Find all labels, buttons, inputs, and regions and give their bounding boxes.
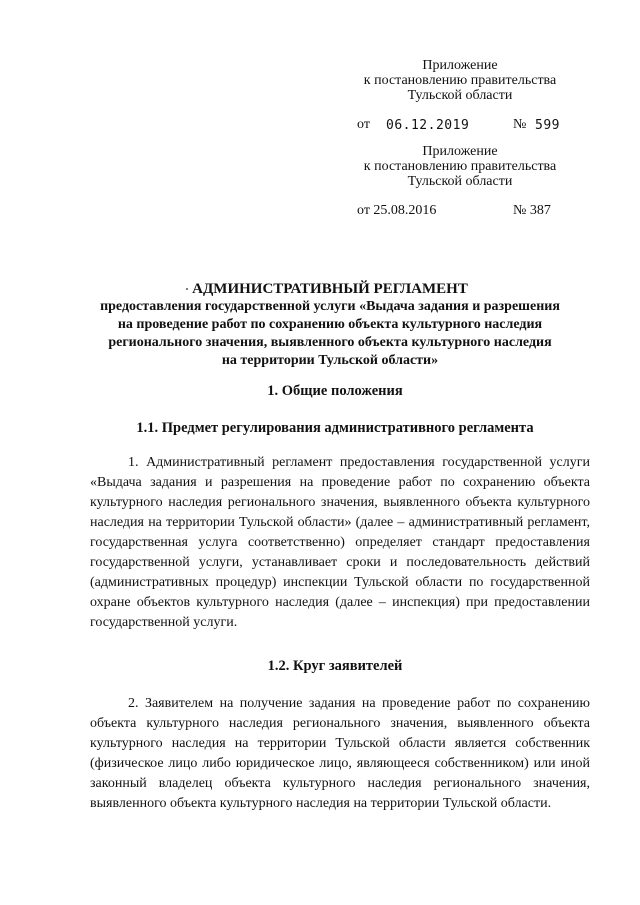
attachment-region-line: Тульской области [407, 88, 513, 103]
paragraph-2: 2. Заявителем на получение задания на проведение работ по сохранению объекта культурного наследия регионального значения, выявленного объекта культурного наследия на территории Тульской области является собственник (физическое лицо либо юридическое лицо, являющееся собственником) или иной законный владелец объекта культурного наследия регионального значения, выявленного объекта культурного наследия на территории Тульской области. [90, 696, 590, 811]
document-title [80, 280, 580, 370]
title-sub-line-3: регионального значения, выявленного объекта культурного наследия [108, 335, 552, 350]
attachment-label: Приложение [422, 58, 498, 73]
old-decree-date: от 25.08.2016 [357, 203, 437, 218]
title-sub-line-2: на проведение работ по сохранению объекта культурного наследия [117, 317, 543, 332]
section-heading-subject: 1.1. Предмет регулирования административного регламента [136, 420, 534, 436]
section-heading-applicants: 1.2. Круг заявителей [267, 658, 403, 674]
attachment-header-new [350, 58, 570, 103]
paragraph-1: 1. Административный регламент предоставления государственной услуги «Выдача задания и разрешения на проведение работ по сохранению объекта культурного наследия регионального значения, выявленного объекта культурного наследия на территории Тульской области» (далее – административный регламент, государственная услуга соответственно) определяет стандарт предоставления государственной услуги, устанавливает сроки и последовательность действий (административных процедур) инспекции Тульской области по государственной охране объектов культурного наследия (далее – инспекция) при предоставлении государственной услуги. [90, 455, 590, 630]
attachment-decree-line: к постановлению правительства [363, 73, 557, 88]
section-heading-general: 1. Общие положения [267, 383, 403, 399]
attachment-header-old [350, 144, 570, 189]
title-sub-line-1: предоставления государственной услуги «Выдача задания и разрешения [100, 299, 560, 314]
decree-number-stamp: 599 [535, 118, 560, 133]
attachment-label: Приложение [422, 144, 498, 159]
attachment-decree-line: к постановлению правительства [363, 159, 557, 174]
decree-date-stamp: 06.12.2019 [386, 118, 470, 133]
decree-number-prefix: № [513, 117, 527, 132]
decree-date-prefix: от [357, 117, 370, 132]
title-main: АДМИНИСТРАТИВНЫЙ РЕГЛАМЕНТ [192, 281, 468, 297]
old-decree-number: № 387 [513, 203, 551, 218]
attachment-region-line: Тульской области [407, 174, 513, 189]
title-sub-line-4: на территории Тульской области» [221, 353, 439, 368]
